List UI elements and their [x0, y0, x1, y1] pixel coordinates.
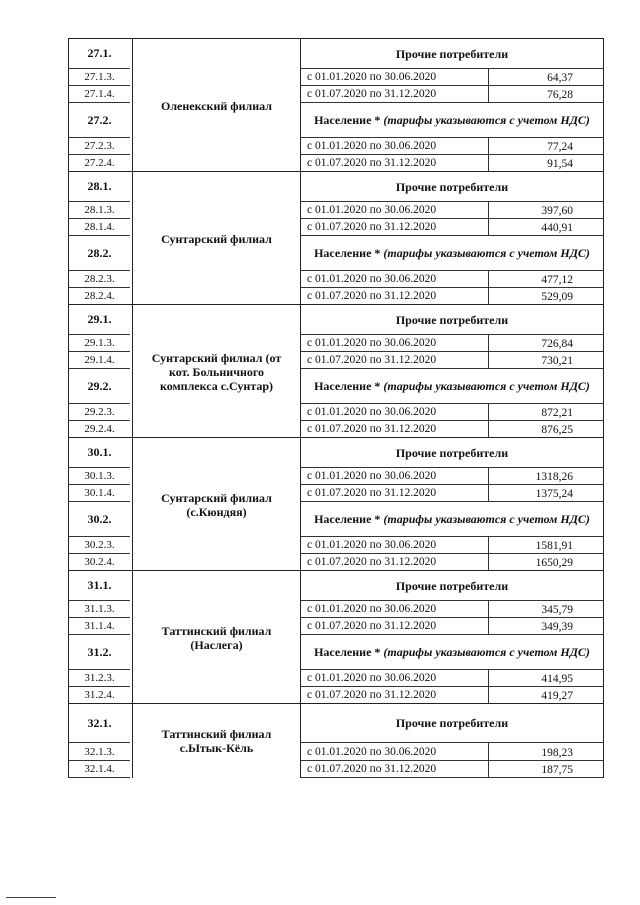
period-cell: с 01.07.2020 по 31.12.2020 [301, 554, 489, 570]
period-cell: с 01.07.2020 по 31.12.2020 [301, 687, 489, 703]
row-code: 27.2.4. [68, 155, 130, 172]
tariff-row [301, 138, 603, 155]
tariff-row [301, 219, 603, 236]
branch-name: Сунтарский филиал (от кот. Больничного комплекса с.Сунтар) [132, 305, 300, 438]
tariff-value-cell: 1581,91 [535, 540, 573, 552]
period-cell: с 01.01.2020 по 30.06.2020 [301, 138, 489, 154]
tariff-row [301, 761, 603, 778]
header-italic-part: (тарифы указываются с учетом НДС) [383, 246, 590, 260]
row-codes-column [68, 571, 130, 704]
row-code: 31.2. [68, 635, 130, 670]
row-code: 30.2. [68, 502, 130, 537]
tariff-section [300, 704, 604, 778]
tariff-value-cell: 726,84 [541, 338, 573, 350]
tariff-value-cell: 440,91 [541, 222, 573, 234]
tariff-value-cell: 345,79 [541, 604, 573, 616]
tariff-row [301, 618, 603, 635]
tariff-row [301, 687, 603, 704]
row-code: 30.2.3. [68, 537, 130, 554]
tariff-section [300, 571, 604, 704]
row-code: 27.2. [68, 103, 130, 138]
footnote-separator [6, 897, 56, 898]
other-consumers-header [301, 172, 603, 202]
period-cell: с 01.07.2020 по 31.12.2020 [301, 288, 489, 304]
period-cell: с 01.07.2020 по 31.12.2020 [301, 485, 489, 501]
header-italic-part: (тарифы указываются с учетом НДС) [383, 113, 590, 127]
period-cell: с 01.01.2020 по 30.06.2020 [301, 271, 489, 287]
tariff-row [301, 601, 603, 618]
other-consumers-header [301, 305, 603, 335]
period-cell: с 01.01.2020 по 30.06.2020 [301, 743, 489, 760]
tariff-row [301, 421, 603, 438]
row-code: 29.1. [68, 305, 130, 335]
tariff-row [301, 485, 603, 502]
period-cell: с 01.07.2020 по 31.12.2020 [301, 761, 489, 777]
branch-name: Оленекский филиал [132, 39, 300, 172]
population-header [301, 236, 603, 271]
row-code: 31.1.3. [68, 601, 130, 618]
period-cell: с 01.07.2020 по 31.12.2020 [301, 155, 489, 171]
tariff-value-cell: 414,95 [541, 673, 573, 685]
tariff-value-cell: 91,54 [547, 158, 573, 170]
header-label [314, 512, 590, 526]
row-codes-column [68, 438, 130, 571]
tariff-row [301, 468, 603, 485]
header-bold-part: Население * [314, 113, 381, 127]
period-cell: с 01.01.2020 по 30.06.2020 [301, 537, 489, 553]
header-label: Прочие потребители [395, 716, 509, 730]
period-cell: с 01.07.2020 по 31.12.2020 [301, 86, 489, 102]
header-label: Прочие потребители [395, 179, 509, 194]
tariff-value-cell: 77,24 [547, 141, 573, 153]
tariff-row [301, 271, 603, 288]
branch-name: Сунтарский филиал [132, 172, 300, 305]
header-label [314, 379, 590, 393]
row-code: 27.1.4. [68, 86, 130, 103]
header-bold-part: Население * [314, 246, 381, 260]
branch-name: Таттинский филиал (Наслега) [132, 571, 300, 704]
header-label [314, 645, 590, 659]
period-cell: с 01.07.2020 по 31.12.2020 [301, 352, 489, 368]
row-code: 27.2.3. [68, 138, 130, 155]
branch-block [68, 38, 604, 172]
row-code: 28.2. [68, 236, 130, 271]
branch-block [68, 703, 604, 778]
row-code: 31.2.3. [68, 670, 130, 687]
tariff-value-cell: 397,60 [541, 205, 573, 217]
row-code: 31.2.4. [68, 687, 130, 704]
header-italic-part: (тарифы указываются с учетом НДС) [383, 379, 590, 393]
row-code: 29.2.4. [68, 421, 130, 438]
row-code: 32.1.3. [68, 743, 130, 761]
header-italic-part: (тарифы указываются с учетом НДС) [383, 645, 590, 659]
row-code: 32.1.4. [68, 761, 130, 778]
row-codes-column [68, 172, 130, 305]
population-header [301, 369, 603, 404]
row-code: 30.1.4. [68, 485, 130, 502]
tariff-value-cell: 1318,26 [535, 471, 573, 483]
row-code: 29.1.4. [68, 352, 130, 369]
tariff-row [301, 352, 603, 369]
tariff-row [301, 86, 603, 103]
header-label: Прочие потребители [395, 312, 509, 327]
tariff-section [300, 172, 604, 305]
tariff-value-cell: 64,37 [547, 72, 573, 84]
row-code: 28.2.4. [68, 288, 130, 305]
row-code: 31.1.4. [68, 618, 130, 635]
header-bold-part: Население * [314, 512, 381, 526]
period-cell: с 01.07.2020 по 31.12.2020 [301, 618, 489, 634]
tariff-table [68, 38, 604, 852]
other-consumers-header [301, 571, 603, 601]
branch-block [68, 171, 604, 305]
tariff-value-cell: 1375,24 [535, 488, 573, 500]
population-header [301, 502, 603, 537]
population-header [301, 103, 603, 138]
tariff-value-cell: 529,09 [541, 291, 573, 303]
row-code: 29.2. [68, 369, 130, 404]
period-cell: с 01.01.2020 по 30.06.2020 [301, 670, 489, 686]
tariff-row [301, 69, 603, 86]
period-cell: с 01.07.2020 по 31.12.2020 [301, 421, 489, 437]
period-cell: с 01.01.2020 по 30.06.2020 [301, 69, 489, 85]
tariff-value-cell: 419,27 [541, 690, 573, 702]
row-code: 28.2.3. [68, 271, 130, 288]
header-label [314, 246, 590, 260]
tariff-section [300, 438, 604, 571]
period-cell: с 01.07.2020 по 31.12.2020 [301, 219, 489, 235]
tariff-value-cell: 730,21 [541, 355, 573, 367]
row-code: 28.1. [68, 172, 130, 202]
tariff-value-cell: 76,28 [547, 89, 573, 101]
row-code: 30.1. [68, 438, 130, 468]
other-consumers-header [301, 438, 603, 468]
row-code: 31.1. [68, 571, 130, 601]
period-cell: с 01.01.2020 по 30.06.2020 [301, 404, 489, 420]
row-code: 28.1.3. [68, 202, 130, 219]
population-header [301, 635, 603, 670]
branch-block [68, 570, 604, 704]
tariff-row [301, 537, 603, 554]
tariff-section [300, 305, 604, 438]
branch-name: Таттинский филиал с.Ытык-Кёль [132, 704, 300, 778]
other-consumers-header [301, 704, 603, 743]
tariff-row [301, 335, 603, 352]
tariff-value-cell: 187,75 [541, 764, 573, 776]
row-codes-column [68, 704, 130, 778]
tariff-row [301, 202, 603, 219]
tariff-row [301, 670, 603, 687]
tariff-row [301, 743, 603, 761]
row-code: 30.1.3. [68, 468, 130, 485]
tariff-value-cell: 872,21 [541, 407, 573, 419]
tariff-value-cell: 477,12 [541, 274, 573, 286]
tariff-row [301, 554, 603, 571]
row-code: 27.1.3. [68, 69, 130, 86]
period-cell: с 01.01.2020 по 30.06.2020 [301, 202, 489, 218]
header-label: Прочие потребители [395, 46, 509, 61]
row-code: 28.1.4. [68, 219, 130, 236]
row-code: 30.2.4. [68, 554, 130, 571]
header-label [314, 113, 590, 127]
branch-block [68, 437, 604, 571]
tariff-row [301, 404, 603, 421]
header-italic-part: (тарифы указываются с учетом НДС) [383, 512, 590, 526]
header-label: Прочие потребители [395, 445, 509, 460]
other-consumers-header [301, 39, 603, 69]
header-bold-part: Население * [314, 379, 381, 393]
tariff-value-cell: 876,25 [541, 424, 573, 436]
row-codes-column [68, 305, 130, 438]
tariff-row [301, 288, 603, 305]
branch-block [68, 304, 604, 438]
row-code: 29.1.3. [68, 335, 130, 352]
period-cell: с 01.01.2020 по 30.06.2020 [301, 335, 489, 351]
row-code: 32.1. [68, 704, 130, 743]
row-codes-column [68, 39, 130, 172]
row-code: 27.1. [68, 39, 130, 69]
row-code: 29.2.3. [68, 404, 130, 421]
tariff-value-cell: 198,23 [541, 747, 573, 759]
header-label: Прочие потребители [395, 578, 509, 593]
branch-name: Сунтарский филиал (с.Кюндяя) [132, 438, 300, 571]
tariff-row [301, 155, 603, 172]
tariff-value-cell: 349,39 [541, 621, 573, 633]
period-cell: с 01.01.2020 по 30.06.2020 [301, 468, 489, 484]
tariff-value-cell: 1650,29 [535, 557, 573, 569]
period-cell: с 01.01.2020 по 30.06.2020 [301, 601, 489, 617]
tariff-section [300, 39, 604, 172]
header-bold-part: Население * [314, 645, 381, 659]
